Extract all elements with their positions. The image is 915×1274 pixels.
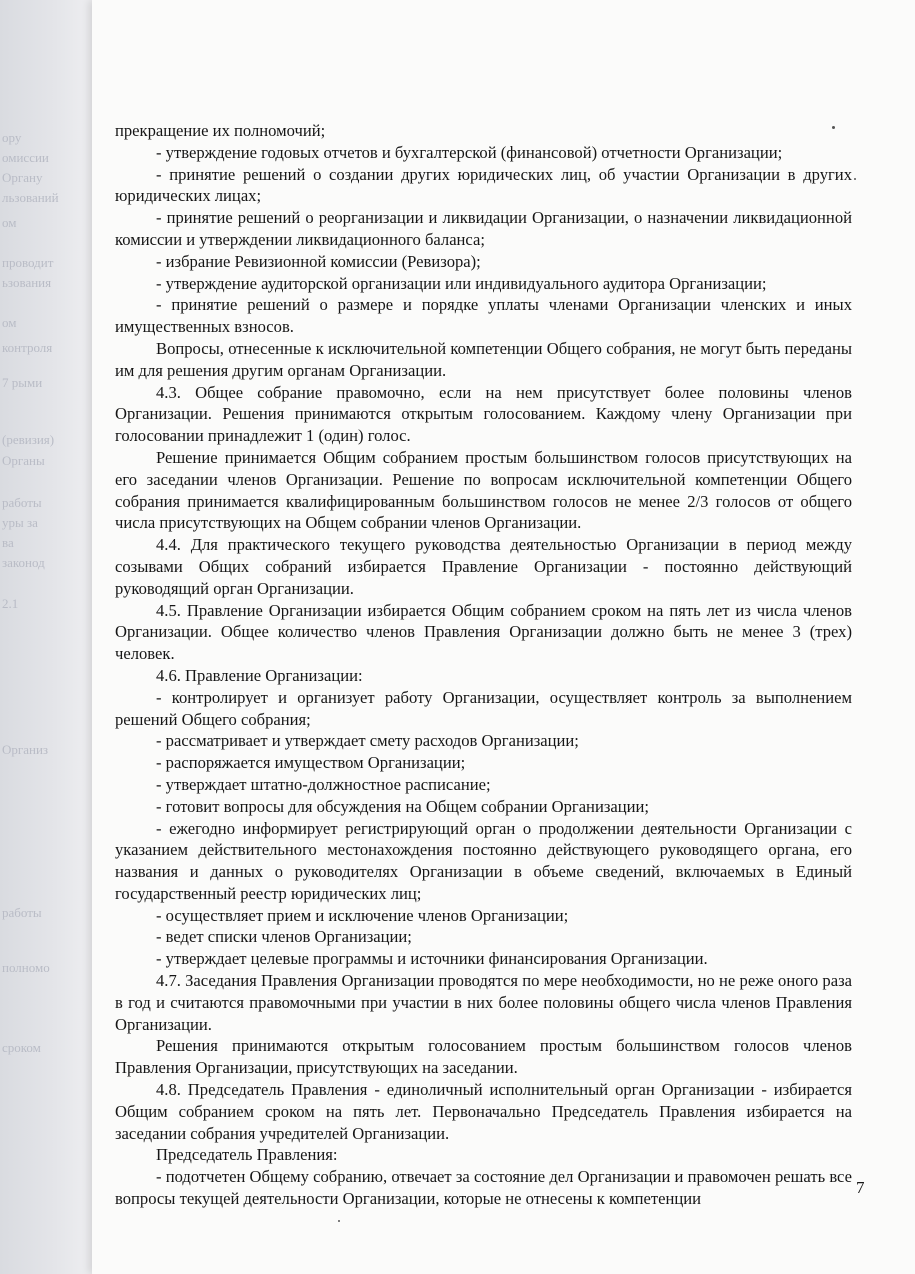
bleed-text: уры за	[2, 515, 38, 530]
paragraph: Председатель Правления:	[156, 1145, 338, 1165]
scan-speck	[832, 126, 835, 129]
paragraph: - утверждение годовых отчетов и бухгалтерской (финансовой) отчетности Организации;	[156, 142, 783, 162]
bleed-text: ом	[2, 315, 17, 330]
paragraph: - утверждает целевые программы и источники финансирования Организации.	[156, 949, 708, 969]
paragraph: 4.8. Председатель Правления - единоличный исполнительный орган Организации - избирается Общим собранием сроком на пять лет. Первоначально Председатель Правления избирается на заседании собрания учредителей Организации.	[115, 1080, 852, 1143]
paragraph: 4.6. Правление Организации:	[156, 665, 363, 685]
paragraph: - осуществляет прием и исключение членов Организации;	[156, 905, 569, 925]
paragraph: 4.3. Общее собрание правомочно, если на нем присутствует более половины членов Организации. Решения принимаются открытым голосованием. Каждому члену Организации при голосовании принадлежит 1 (один) голос.	[115, 382, 852, 446]
bleed-text: омиссии	[2, 150, 49, 165]
scanner-edge	[0, 0, 100, 1274]
bleed-text: ору	[2, 130, 22, 145]
paragraph: - распоряжается имуществом Организации;	[156, 753, 466, 773]
document-page	[92, 0, 915, 1274]
scan-speck	[338, 1220, 340, 1222]
paragraph: 4.7. Заседания Правления Организации проводятся по мере необходимости, но не реже оного раза в год и считаются правомочными при участии в них более половины общего числа членов Правления Организации.	[115, 971, 852, 1034]
paragraph: - принятие решений о размере и порядке уплаты членами Организации членских и иных имущественных взносов.	[115, 295, 852, 337]
page-number: 7	[856, 1178, 865, 1197]
paragraph: Вопросы, отнесенные к исключительной компетенции Общего собрания, не могут быть переданы им для решения другим органам Организации.	[115, 338, 852, 380]
bleed-text: полномо	[2, 960, 50, 975]
bleed-text: ва	[2, 535, 14, 550]
scan-speck	[854, 178, 856, 180]
bleed-text: Органы	[2, 453, 45, 468]
paragraph: - ежегодно информирует регистрирующий орган о продолжении деятельности Организации с указанием действительного местонахождения постоянно действующего руководящего органа, его названия и данных о руководителях Организации в объеме сведений, включаемых в Единый государственный реестр юридических лиц;	[115, 818, 852, 903]
paragraph: - готовит вопросы для обсуждения на Общем собрании Организации;	[156, 796, 649, 816]
paragraph: - избрание Ревизионной комиссии (Ревизора);	[156, 251, 481, 271]
paragraph: - подотчетен Общему собранию, отвечает за состояние дел Организации и правомочен решать все вопросы текущей деятельности Организации, которые не отнесены к компетенции	[115, 1167, 852, 1209]
bleed-text: законод	[2, 555, 45, 570]
paragraph: 4.4. Для практического текущего руководства деятельностью Организации в период между созывами Общих собраний избирается Правление Организации - постоянно действующий руководящий орган Организации.	[115, 535, 852, 598]
paragraph: - контролирует и организует работу Организации, осуществляет контроль за выполнением решений Общего собрания;	[115, 687, 852, 729]
bleed-text: проводит	[2, 255, 54, 270]
bleed-text: контроля	[2, 340, 53, 355]
paragraph: - принятие решений о создании других юридических лиц, об участии Организации в других юридических лицах;	[115, 164, 852, 206]
paragraph: - утверждение аудиторской организации или индивидуального аудитора Организации;	[156, 273, 767, 293]
bleed-text: ом	[2, 215, 17, 230]
paragraph: прекращение их полномочий;	[115, 121, 326, 140]
paragraph: Решения принимаются открытым голосованием простым большинством голосов членов Правления Организации, присутствующих на заседании.	[115, 1036, 852, 1078]
bleed-text: льзований	[2, 190, 59, 205]
paragraph: 4.5. Правление Организации избирается Общим собранием сроком на пять лет из числа членов Организации. Общее количество членов Правления Организации должно быть не менее 3 (трех) человек.	[115, 600, 852, 664]
paragraph: - рассматривает и утверждает смету расходов Организации;	[156, 731, 579, 751]
paragraph: - ведет списки членов Организации;	[156, 927, 412, 947]
bleed-text: (ревизия)	[2, 432, 55, 447]
bleed-text: Организ	[2, 742, 49, 757]
bleed-text: 2.1	[2, 596, 19, 611]
bleed-text: Органу	[2, 170, 43, 185]
bleed-text: ьзования	[2, 275, 52, 290]
bleed-text: работы	[2, 495, 42, 510]
document-body	[115, 120, 852, 1210]
paragraph: Решение принимается Общим собранием простым большинством голосов присутствующих на его заседании членов Организации. Решение по вопросам исключительной компетенции Общего собрания принимается квалифицированным большинством голосов не менее 2/3 голосов от общего числа присутствующих на Общем собрании членов Организации.	[115, 447, 852, 533]
bleed-text: 7 рыми	[2, 375, 43, 390]
paragraph: - принятие решений о реорганизации и ликвидации Организации, о назначении ликвидационной комиссии и утверждении ликвидационного баланса;	[115, 208, 852, 249]
bleed-text: сроком	[2, 1040, 41, 1055]
paragraph: - утверждает штатно-должностное расписание;	[156, 774, 491, 794]
bleed-text: работы	[2, 905, 42, 920]
